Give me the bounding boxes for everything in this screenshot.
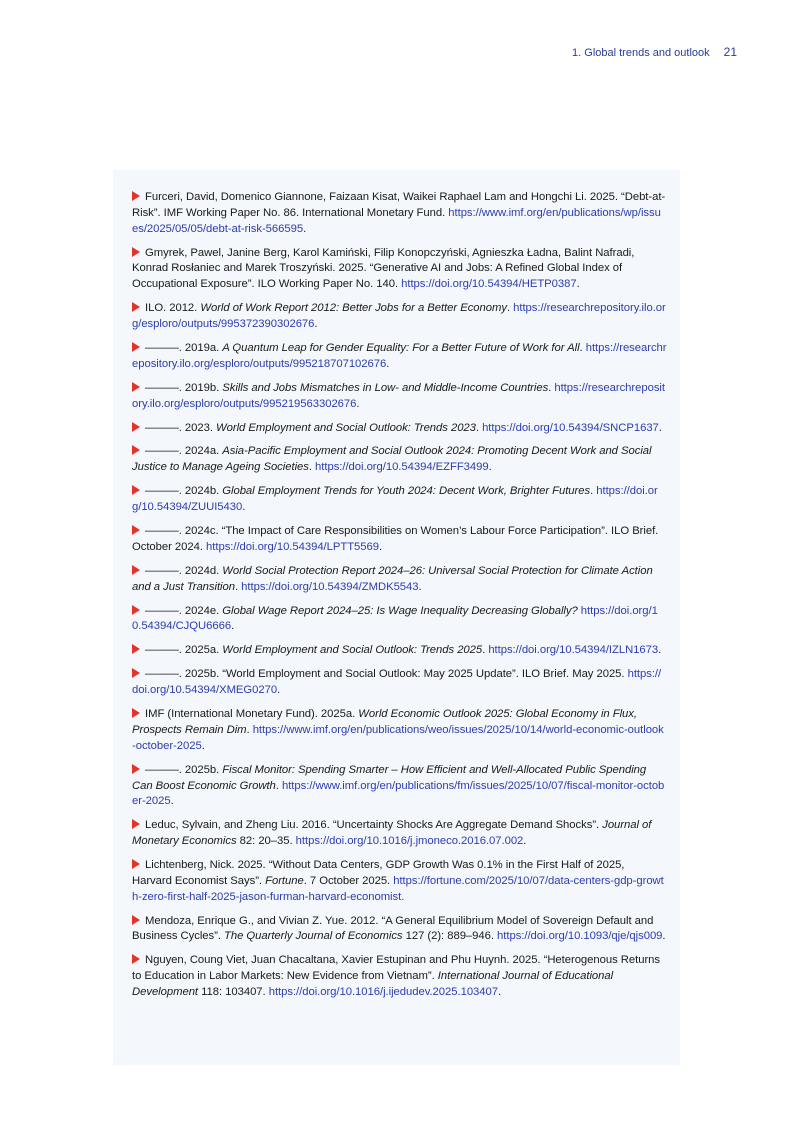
bullet-triangle-icon (132, 302, 140, 312)
reference-text: Gmyrek, Pawel, Janine Berg, Karol Kamiński, Filip Konopczyński, Agnieszka Ładna, Balint Nafradi, Konrad Rosłaniec and Marek Troszyński. 2025. “Generative AI and Jobs: A Refined Global Index of Occupational Exposure”. ILO Working Paper No. 140. (132, 246, 635, 291)
reference-text: . (548, 381, 555, 394)
reference-entry (132, 341, 667, 373)
reference-end: . (201, 739, 205, 752)
bullet-triangle-icon (132, 708, 140, 718)
reference-entry (132, 246, 667, 293)
reference-text: 127 (2): 889–946. (402, 930, 498, 943)
bullet-triangle-icon (132, 819, 140, 829)
bullet-triangle-icon (132, 764, 140, 774)
reference-end: . (662, 930, 666, 943)
reference-link[interactable]: https://doi.org/10.54394/LPTT5569 (206, 540, 379, 553)
reference-end: . (314, 317, 318, 330)
bullet-triangle-icon (132, 915, 140, 925)
reference-link[interactable]: https://www.imf.org/en/publications/fm/issues/2025/10/07/fiscal-monitor-october-2025 (132, 779, 665, 808)
reference-title: World of Work Report 2012: Better Jobs for a Better Economy (200, 302, 507, 315)
reference-title: Global Employment Trends for Youth 2024: Decent Work, Brighter Futures (222, 485, 591, 498)
reference-text: . 7 October 2025. (303, 874, 394, 887)
reference-end: . (170, 795, 174, 808)
reference-title: World Economic Outlook 2025: Global Economy in Flux, Prospects Remain Dim (132, 708, 637, 736)
reference-end: . (303, 222, 307, 235)
reference-text: Nguyen, Coung Viet, Juan Chacaltana, Xavier Estupinan and Phu Huynh. 2025. “Heterogenous Returns to Education in Labor Markets: New Evidence from Vietnam”. (132, 954, 660, 983)
section-title: 1. Global trends and outlook (572, 47, 710, 59)
reference-link[interactable]: https://doi.org/10.1016/j.ijedudev.2025.103407 (268, 986, 498, 999)
reference-text: . (234, 580, 242, 593)
reference-end: . (658, 421, 662, 434)
reference-end: . (418, 580, 422, 593)
bullet-triangle-icon (132, 954, 140, 964)
reference-title: Fiscal Monitor: Spending Smarter – How Efficient and Well-Allocated Public Spending Can Boost Economic Growth (132, 763, 647, 792)
reference-link[interactable]: https://doi.org/10.54394/XMEG0270 (132, 668, 662, 697)
reference-link[interactable]: https://doi.org/10.54394/ZUUI5430 (132, 485, 658, 514)
reference-entry (132, 953, 667, 1000)
page-number: 21 (723, 45, 737, 59)
reference-end: . (231, 620, 235, 633)
reference-text: . (579, 341, 586, 354)
reference-entry (132, 564, 667, 596)
bullet-triangle-icon (132, 565, 140, 575)
reference-entry (132, 484, 667, 516)
reference-entry (132, 381, 667, 413)
reference-text: 118: 103407. (198, 986, 269, 999)
references-list (132, 190, 667, 1009)
reference-entry (132, 763, 667, 810)
reference-title: Skills and Jobs Mismatches in Low- and Middle-Income Countries (222, 381, 549, 394)
reference-entry (132, 643, 667, 659)
reference-entry (132, 190, 667, 237)
bullet-triangle-icon (132, 485, 140, 495)
reference-title: Global Wage Report 2024–25: Is Wage Inequality Decreasing Globally? (222, 604, 578, 617)
reference-link[interactable]: https://www.imf.org/en/publications/weo/issues/2025/10/14/world-economic-outlook-october-2025 (132, 723, 664, 752)
reference-text: . (482, 644, 489, 657)
reference-link[interactable]: https://researchrepository.ilo.org/esploro/outputs/995219563302676 (132, 381, 665, 410)
reference-entry (132, 818, 667, 850)
reference-text: ———. 2023. (145, 421, 217, 434)
reference-text: . (475, 421, 483, 434)
reference-text: ———. 2025b. “World Employment and Social Outlook: May 2025 Update”. ILO Brief. May 2025. (145, 668, 628, 681)
reference-text: . (275, 779, 282, 792)
bullet-triangle-icon (132, 859, 140, 869)
bullet-triangle-icon (132, 422, 140, 432)
reference-end: . (242, 501, 246, 514)
reference-text: . (506, 302, 514, 315)
reference-text: ———. 2019a. (145, 341, 223, 354)
reference-end: . (379, 540, 383, 553)
reference-link[interactable]: https://researchrepository.ilo.org/esploro/outputs/995372390302676 (132, 302, 666, 330)
reference-link[interactable]: https://doi.org/10.54394/IZLN1673 (488, 644, 659, 657)
reference-entry (132, 667, 667, 699)
reference-title: World Social Protection Report 2024–26: Universal Social Protection for Climate Action and a Just Transition (132, 564, 653, 593)
reference-title: Fortune (265, 874, 304, 887)
reference-link[interactable]: https://doi.org/10.54394/HETP0387 (401, 278, 577, 291)
reference-end: . (497, 986, 502, 999)
reference-end: . (658, 644, 662, 657)
reference-entry (132, 707, 667, 754)
reference-text: IMF (International Monetary Fund). 2025a. (145, 708, 359, 721)
reference-text: ———. 2019b. (145, 381, 223, 394)
reference-link[interactable]: https://fortune.com/2025/10/07/data-centers-gdp-growth-zero-first-half-2025-jason-furman-harvard-economist. (132, 874, 664, 903)
reference-link[interactable]: https://doi.org/10.1093/qje/qjs009 (497, 930, 663, 943)
reference-entry (132, 444, 667, 476)
reference-entry (132, 421, 667, 437)
reference-title: International Journal of Educational Development (132, 970, 614, 999)
reference-entry (132, 604, 667, 636)
reference-text: ———. 2024a. (145, 445, 223, 458)
reference-link[interactable]: https://doi.org/10.54394/EZFF3499 (315, 461, 489, 474)
reference-entry (132, 524, 667, 556)
bullet-triangle-icon (132, 445, 140, 455)
bullet-triangle-icon (132, 342, 140, 352)
reference-link[interactable]: https://doi.org/10.54394/CJQU6666 (132, 604, 658, 633)
reference-text: Furceri, David, Domenico Giannone, Faizaan Kisat, Waikei Raphael Lam and Hongchi Li. 2025. “Debt-at-Risk”. IMF Working Paper No. 86. International Monetary Fund. (132, 191, 666, 219)
reference-text: . (308, 461, 316, 474)
reference-text: ILO. 2012. (145, 302, 201, 315)
reference-title: World Employment and Social Outlook: Trends 2023 (216, 421, 476, 434)
reference-text: . (246, 723, 253, 736)
bullet-triangle-icon (132, 525, 140, 535)
bullet-triangle-icon (132, 247, 140, 257)
bullet-triangle-icon (132, 382, 140, 392)
bullet-triangle-icon (132, 668, 140, 678)
reference-link[interactable]: https://doi.org/10.1016/j.jmoneco.2016.07.002 (295, 835, 524, 848)
bullet-triangle-icon (132, 644, 140, 654)
bullet-triangle-icon (132, 605, 140, 615)
reference-end: . (576, 278, 580, 291)
reference-link[interactable]: https://www.imf.org/en/publications/wp/issues/2025/05/05/debt-at-risk-566595 (132, 206, 661, 235)
reference-link[interactable]: https://doi.org/10.54394/ZMDK5543 (241, 580, 419, 593)
reference-text: ———. 2024b. (145, 485, 223, 498)
reference-text: Lichtenberg, Nick. 2025. “Without Data Centers, GDP Growth Was 0.1% in the First Half of 2025, Harvard Economist Says”. (132, 859, 625, 887)
reference-text: Leduc, Sylvain, and Zheng Liu. 2016. “Uncertainty Shocks Are Aggregate Demand Shocks”. (145, 819, 603, 832)
reference-text: . (590, 485, 597, 498)
running-header (572, 45, 737, 59)
reference-title: A Quantum Leap for Gender Equality: For a Better Future of Work for All (222, 341, 580, 354)
reference-title: World Employment and Social Outlook: Trends 2025 (222, 644, 483, 657)
reference-end: . (356, 397, 360, 410)
reference-entry (132, 858, 667, 905)
reference-text: ———. 2024c. “The Impact of Care Responsibilities on Women’s Labour Force Participation”. ILO Brief. October 2024. (132, 525, 659, 553)
reference-title: Journal of Monetary Economics (132, 819, 652, 848)
reference-title: Asia-Pacific Employment and Social Outlook 2024: Promoting Decent Work and Social Justice to Manage Ageing Societies (132, 445, 652, 474)
reference-text: ———. 2025b. (145, 763, 223, 776)
reference-end: . (386, 357, 390, 370)
reference-end: . (523, 835, 527, 848)
reference-link[interactable]: https://researchrepository.ilo.org/esploro/outputs/995218707102676 (132, 341, 667, 370)
reference-text: ———. 2025a. (145, 644, 223, 657)
reference-text: ———. 2024d. (145, 564, 223, 577)
reference-link[interactable]: https://doi.org/10.54394/SNCP1637 (482, 421, 659, 434)
reference-end: . (277, 684, 281, 697)
bullet-triangle-icon (132, 191, 140, 201)
reference-title: The Quarterly Journal of Economics (224, 930, 403, 943)
reference-text: ———. 2024e. (145, 604, 223, 617)
reference-entry (132, 301, 667, 333)
reference-text: 82: 20–35. (236, 835, 296, 848)
reference-entry (132, 914, 667, 946)
reference-text: Mendoza, Enrique G., and Vivian Z. Yue. 2012. “A General Equilibrium Model of Sovereign Default and Business Cycles”. (132, 914, 654, 943)
reference-end: . (488, 461, 492, 474)
